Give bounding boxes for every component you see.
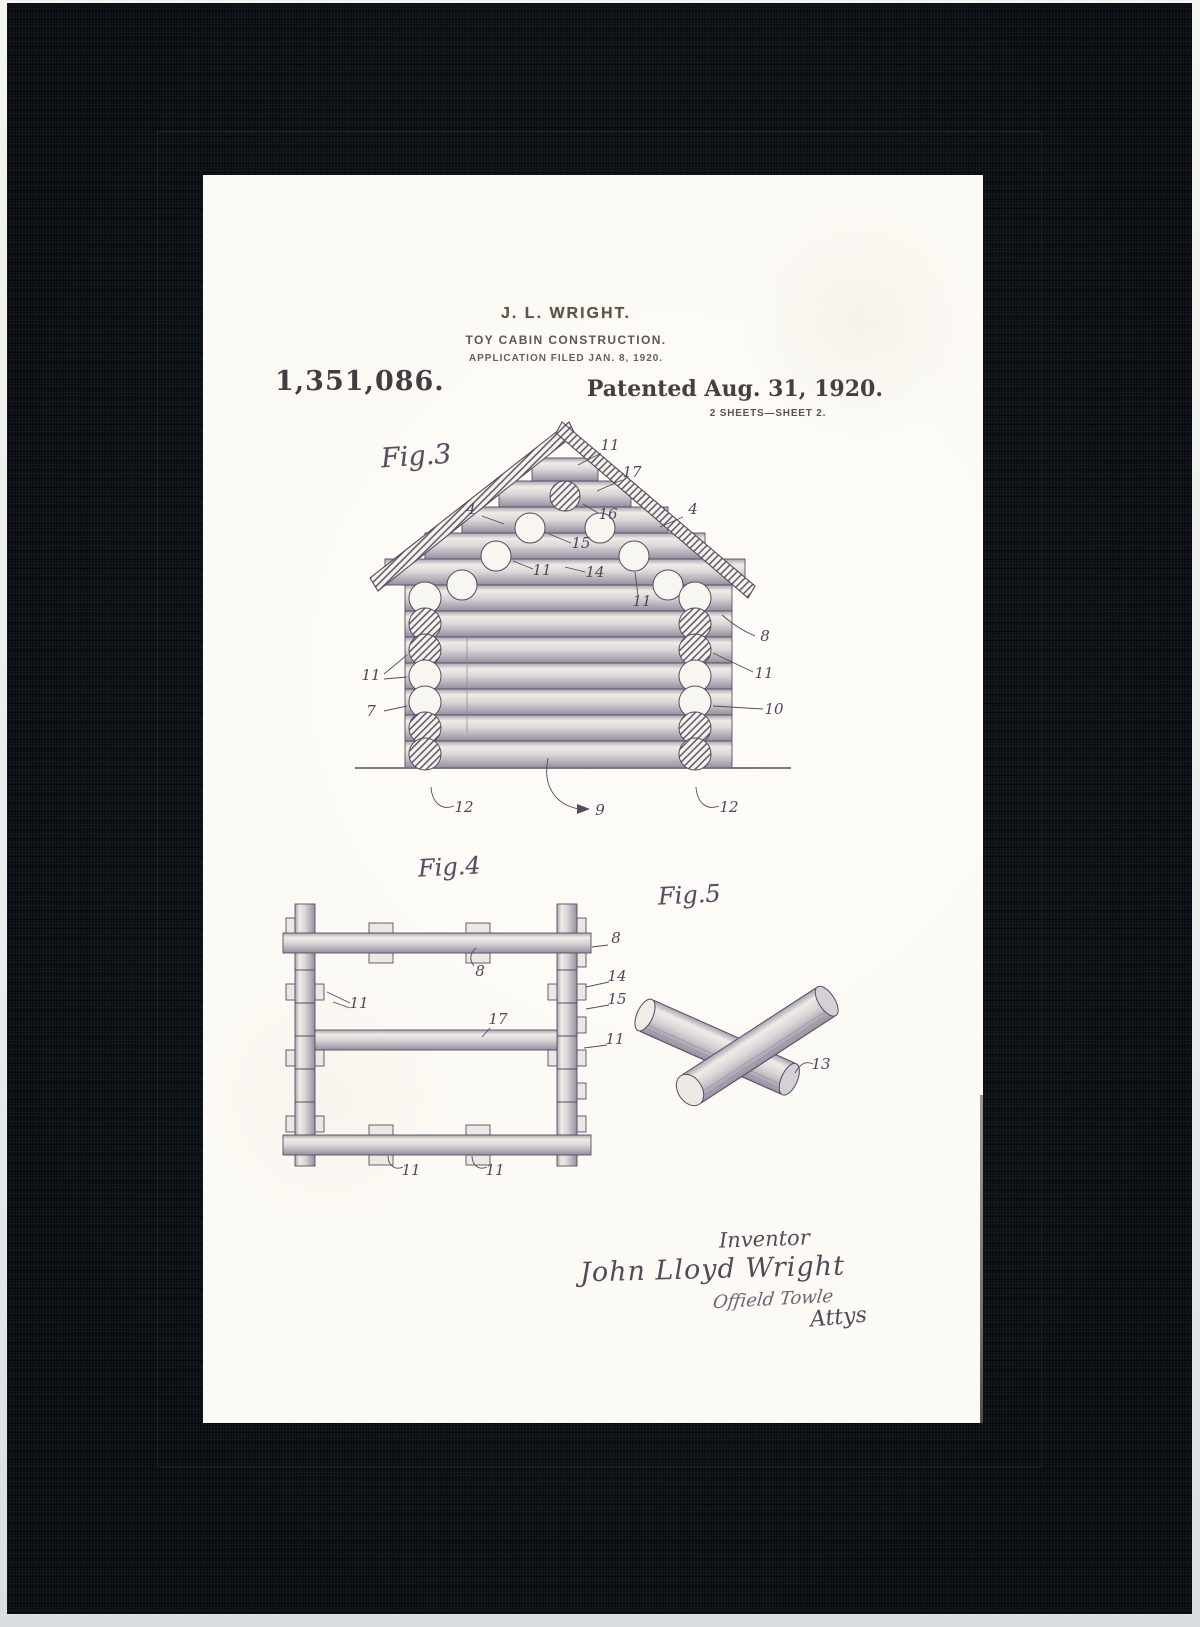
ref-numeral: 4 [688,500,698,518]
patent-inventor-heading: J. L. WRIGHT. [501,305,631,322]
fig3-label: Fig.3 [380,438,453,475]
fig5-drawing [613,950,873,1130]
patent-title-heading: TOY CABIN CONSTRUCTION. [465,333,667,347]
attorneys-abbrev: Attys [809,1302,868,1333]
reference-numerals [811,1055,830,1073]
patent-page [203,175,983,1423]
ref-numeral: 11 [600,436,620,454]
ref-numeral: 11 [632,592,652,610]
patent-filed-line: APPLICATION FILED JAN. 8, 1920. [468,353,664,364]
inventor-signature: John Lloyd Wright [579,1250,846,1289]
ref-numeral: 14 [607,967,627,985]
fig3-drawing [343,420,803,820]
ref-numeral: 15 [571,534,591,552]
ref-numeral: 17 [488,1010,508,1028]
fig4-label: Fig.4 [417,851,482,883]
cabin-gable [385,458,745,585]
ref-numeral: 8 [760,627,770,645]
sheet-note: 2 SHEETS—SHEET 2. [709,408,827,419]
attorney-signature: Offield Towle [711,1285,835,1314]
inventor-heading: Inventor [718,1225,811,1253]
fig4-drawing [283,890,638,1190]
picture-frame-mat [7,3,1192,1614]
ref-numeral: 13 [811,1055,831,1073]
ref-numeral: 17 [622,463,642,481]
cross-log-top [283,923,591,963]
ref-numeral: 11 [605,1030,625,1048]
ref-numeral: 16 [598,505,618,523]
fig5-label: Fig.5 [657,879,722,911]
ref-numeral: 8 [611,929,621,947]
cross-log-bottom [283,1125,591,1165]
ref-numeral: 4 [466,500,476,518]
ref-numeral: 15 [607,990,627,1008]
patent-number: 1,351,086. [275,366,445,397]
ref-numeral: 12 [719,798,739,816]
ref-numeral: 11 [754,664,774,682]
ref-numeral: 11 [349,994,369,1012]
ref-numeral: 11 [361,666,381,684]
ref-numeral: 10 [764,700,784,718]
cross-log-middle [315,1030,557,1050]
patent-date: Patented Aug. 31, 1920. [586,376,883,402]
ref-numeral: 14 [585,563,605,581]
ref-numeral: 8 [475,962,485,980]
page-edge-shadow [980,1095,983,1423]
ref-numeral: 11 [485,1161,505,1179]
ref-numeral: 11 [401,1161,421,1179]
ref-numeral: 12 [454,798,474,816]
ref-numeral: 7 [366,702,376,720]
ref-numeral: 11 [532,561,552,579]
ref-numeral: 9 [595,801,605,819]
